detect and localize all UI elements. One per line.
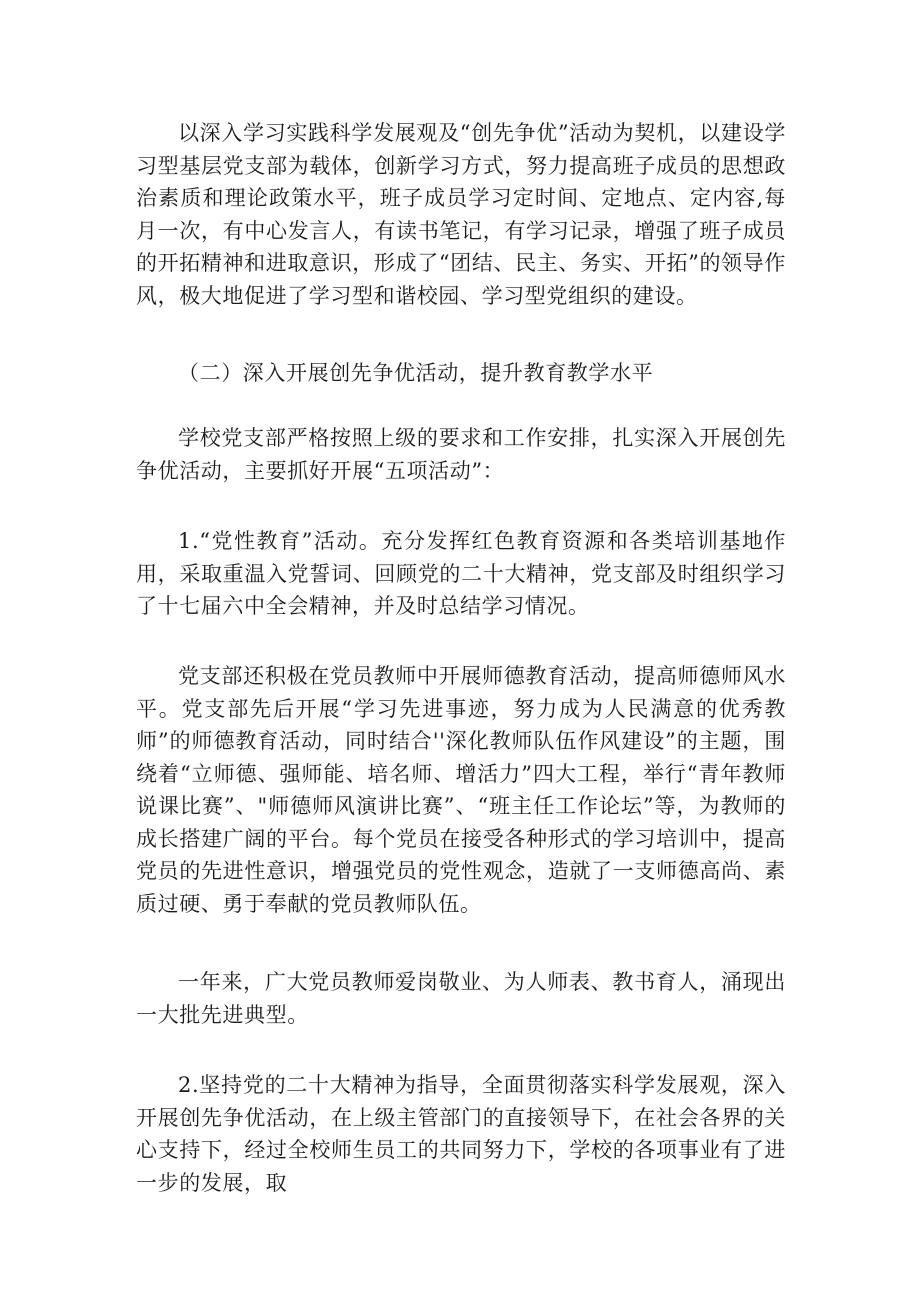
paragraph-role-models: 一年来，广大党员教师爱岗敬业、为人师表、教书育人，涌现出一大批先进典型。 [136, 970, 786, 1027]
paragraph-study-platform: 以深入学习实践科学发展观及“创先争优”活动为契机，以建设学习型基层党支部为载体，创新学习方式，努力提高班子成员的思想政治素质和理论政策水平，班子成员学习定时间、定地点、定内容,每月一次，有中心发言人，有读书笔记，有学习记录，增强了班子成员的开拓精神和进取意识，形成了“团结、民主、务实、开拓”的领导作风，极大地促进了学习型和谐校园、学习型党组织的建设。 [136, 121, 786, 308]
paragraph-scientific-development: 2.坚持党的二十大精神为指导，全面贯彻落实科学发展观，深入开展创先争优活动，在上级主管部门的直接领导下，在社会各界的关心支持下，经过全校师生员工的共同努力下，学校的各项事业有了进一步的发展，取 [136, 1073, 786, 1195]
section-heading-2: （二）深入开展创先争优活动，提升教育教学水平 [178, 361, 654, 385]
paragraph-party-education: 1.“党性教育”活动。充分发挥红色教育资源和各类培训基地作用，采取重温入党誓词、回顾党的二十大精神，党支部及时组织学习了十七届六中全会精神，并及时总结学习情况。 [136, 529, 786, 618]
paragraph-five-activities: 学校党支部严格按照上级的要求和工作安排，扎实深入开展创先争优活动，主要抓好开展“五项活动”： [136, 426, 786, 483]
paragraph-teacher-ethics: 党支部还积极在党员教师中开展师德教育活动，提高师德师风水平。党支部先后开展“学习先进事迹，努力成为人民满意的优秀教师”的师德教育活动，同时结合''深化教师队伍作风建设”的主题，围绕着“立师德、强师能、培名师、增活力”四大工程，举行“青年教师说课比赛”、"师德师风演讲比赛”、“班主任工作论坛”等，为教师的成长搭建广阔的平台。每个党员在接受各种形式的学习培训中，提高党员的先进性意识，增强党员的党性观念，造就了一支师德高尚、素质过硬、勇于奉献的党员教师队伍。 [136, 664, 786, 916]
